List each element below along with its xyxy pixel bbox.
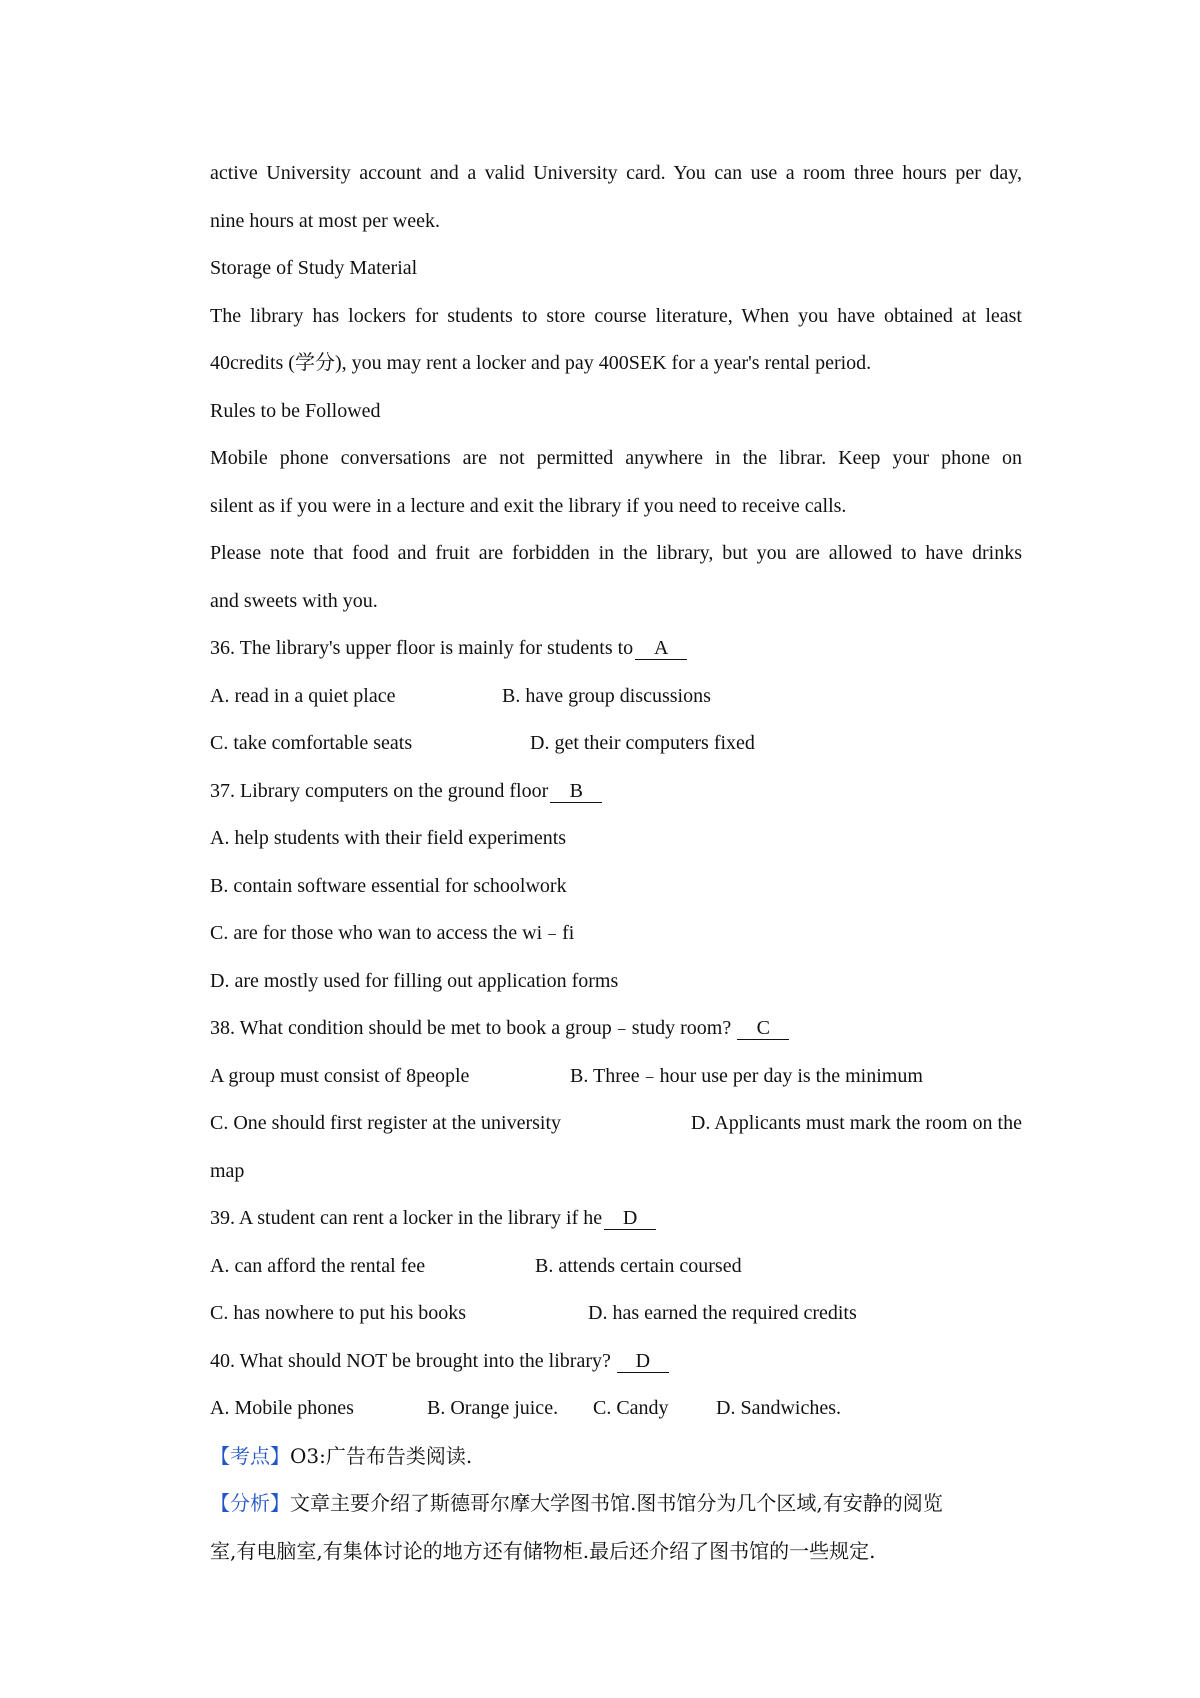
options-row <box>210 673 1022 721</box>
passage-line: silent as if you were in a lecture and exit the library if you need to receive calls. <box>210 494 847 517</box>
answer-blank: A <box>635 637 687 660</box>
options-row <box>210 720 1022 768</box>
option-c: C. One should first register at the university <box>210 1112 562 1134</box>
question-37 <box>210 768 1022 816</box>
option-d: D. Sandwiches. <box>716 1397 841 1419</box>
option-a: A group must consist of 8people <box>210 1064 470 1087</box>
option-b: B. have group discussions <box>502 684 711 707</box>
option-c: C. has nowhere to put his books <box>210 1302 467 1324</box>
section-heading-storage: Storage of Study Material <box>210 257 418 279</box>
passage-line: Please note that food and fruit are forbidden in the library, but you are allowed to have drinks <box>210 542 1022 564</box>
document-page <box>210 150 1022 1575</box>
option-d: D. has earned the required credits <box>588 1302 857 1324</box>
options-row <box>210 1385 1022 1433</box>
option-d: D. are mostly used for filling out application forms <box>210 969 619 992</box>
passage-line: nine hours at most per week. <box>210 209 440 232</box>
question-stem: 37. Library computers on the ground floor <box>210 779 549 802</box>
section-heading-rules: Rules to be Followed <box>210 399 381 422</box>
kaodian-tag: 【考点】 <box>210 1443 290 1468</box>
option-a: A. help students with their field experiments <box>210 827 567 849</box>
passage-line: and sweets with you. <box>210 589 378 612</box>
fenxi-text: 文章主要介绍了斯德哥尔摩大学图书馆.图书馆分为几个区域,有安静的阅览 <box>290 1491 943 1515</box>
question-39 <box>210 1195 1022 1243</box>
passage-line: active University account and a valid University card. You can use a room three hours per day, <box>210 162 1022 184</box>
question-stem: 38. What condition should be met to book a group﹣study room? <box>210 1017 732 1039</box>
option-d-continuation: map <box>210 1159 245 1182</box>
option-b: B. attends certain coursed <box>535 1254 742 1277</box>
options-row <box>210 1290 1022 1338</box>
option-d: D. get their computers fixed <box>530 732 755 754</box>
answer-blank: D <box>604 1207 656 1230</box>
fenxi-line-2: 室,有电脑室,有集体讨论的地方还有储物柜.最后还介绍了图书馆的一些规定. <box>210 1538 876 1563</box>
answer-blank: D <box>617 1350 669 1373</box>
option-b: B. contain software essential for schoolwork <box>210 874 567 897</box>
passage-line: Mobile phone conversations are not permitted anywhere in the librar. Keep your phone on <box>210 447 1022 469</box>
question-stem: 39. A student can rent a locker in the library if he <box>210 1207 603 1229</box>
option-a: A. Mobile phones <box>210 1397 354 1419</box>
answer-blank: C <box>737 1017 789 1040</box>
fenxi-tag: 【分析】 <box>210 1491 290 1515</box>
options-row <box>210 1053 1022 1101</box>
passage-line: The library has lockers for students to store course literature, When you have obtained at least <box>210 304 1022 327</box>
question-38 <box>210 1005 1022 1053</box>
option-c: C. take comfortable seats <box>210 732 413 754</box>
answer-blank: B <box>550 780 602 803</box>
option-c: C. are for those who wan to access the wi﹣fi <box>210 922 575 944</box>
option-a: A. can afford the rental fee <box>210 1254 426 1277</box>
question-stem: 40. What should NOT be brought into the library? <box>210 1349 611 1372</box>
question-40 <box>210 1338 1022 1386</box>
question-36 <box>210 625 1022 673</box>
fenxi-line <box>210 1480 1022 1528</box>
options-row <box>210 1243 1022 1291</box>
option-b: B. Three﹣hour use per day is the minimum <box>570 1064 923 1087</box>
options-row <box>210 1100 1022 1148</box>
option-d: D. Applicants must mark the room on the <box>690 1112 1022 1134</box>
kaodian-text: O3:广告布告类阅读. <box>290 1443 473 1468</box>
option-b: B. Orange juice. <box>427 1397 559 1419</box>
option-a: A. read in a quiet place <box>210 684 396 707</box>
kaodian-line <box>210 1433 1022 1481</box>
option-c: C. Candy <box>593 1397 669 1419</box>
question-stem: 36. The library's upper floor is mainly for students to <box>210 637 634 659</box>
passage-line: 40credits (学分), you may rent a locker and pay 400SEK for a year's rental period. <box>210 352 872 374</box>
